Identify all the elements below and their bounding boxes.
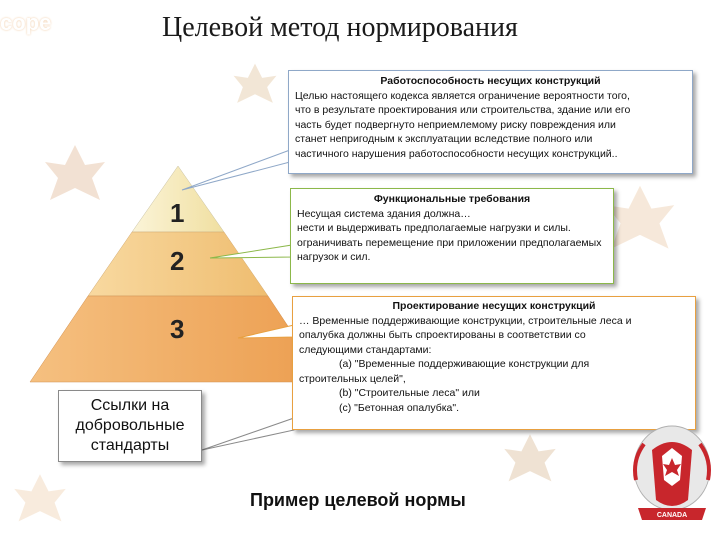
callout-line: … Временные поддерживающие конструкции, строительные леса и: [299, 314, 632, 327]
callout-line: частичного нарушения работоспособности несущих конструкций..: [295, 147, 618, 160]
header-partial-word: cope: [0, 10, 52, 35]
reference-label-line: стандарты: [90, 437, 170, 454]
callout-line: нагрузок и сил.: [297, 251, 371, 263]
callout-line: ограничивать перемещение при приложении предполагаемых: [297, 236, 602, 249]
callout-line: часть будет подвергнуто неприемлемому риску повреждения или: [295, 118, 616, 131]
callout-line: что в результате проектирования или строительства, здание или его: [295, 104, 631, 116]
standard-item-c: (c) "Бетонная опалубка".: [339, 401, 460, 414]
callout-line: Несущая система здания должна…: [297, 207, 471, 220]
functional-requirements-callout: [290, 188, 614, 284]
callout-line: нести и выдерживать предполагаемые нагрузки и силы.: [297, 222, 571, 234]
callout-heading: Работоспособность несущих конструкций: [380, 75, 601, 87]
pyramid-level-2-label: 2: [170, 246, 185, 276]
callout-line: Целью настоящего кодекса является ограничение вероятности того,: [295, 89, 630, 102]
footer-caption: Пример целевой нормы: [250, 490, 466, 510]
standard-item-b: (b) "Строительные леса" или: [339, 387, 480, 399]
callout-connector-1: [182, 150, 290, 190]
voluntary-standards-reference-box: [58, 390, 202, 462]
callout-line: следующими стандартами:: [299, 343, 432, 356]
structural-design-callout: [292, 296, 696, 430]
callout-line: опалубка должны быть спроектированы в соответствии со: [299, 329, 586, 341]
standard-item-a-continued: строительных целей",: [299, 372, 406, 385]
reference-label-line: добровольные: [75, 417, 185, 434]
pyramid-level-1-label: 1: [170, 198, 185, 228]
callout-connector-refs: [202, 418, 294, 450]
reference-label-line: Ссылки на: [90, 397, 170, 414]
structural-performance-callout: [288, 70, 693, 174]
pyramid-level-3-label: 3: [170, 314, 185, 344]
canada-emblem-logo: [628, 420, 716, 535]
logo-text: CANADA: [656, 512, 688, 519]
callout-heading: Проектирование несущих конструкций: [392, 300, 596, 312]
callout-line: станет непригодным к эксплуатации вследствие полного или: [295, 133, 593, 145]
page-title: Целевой метод нормирования: [162, 12, 518, 43]
callout-heading: Функциональные требования: [373, 193, 531, 205]
standard-item-a: (a) "Временные поддерживающие конструкции для: [339, 358, 590, 370]
